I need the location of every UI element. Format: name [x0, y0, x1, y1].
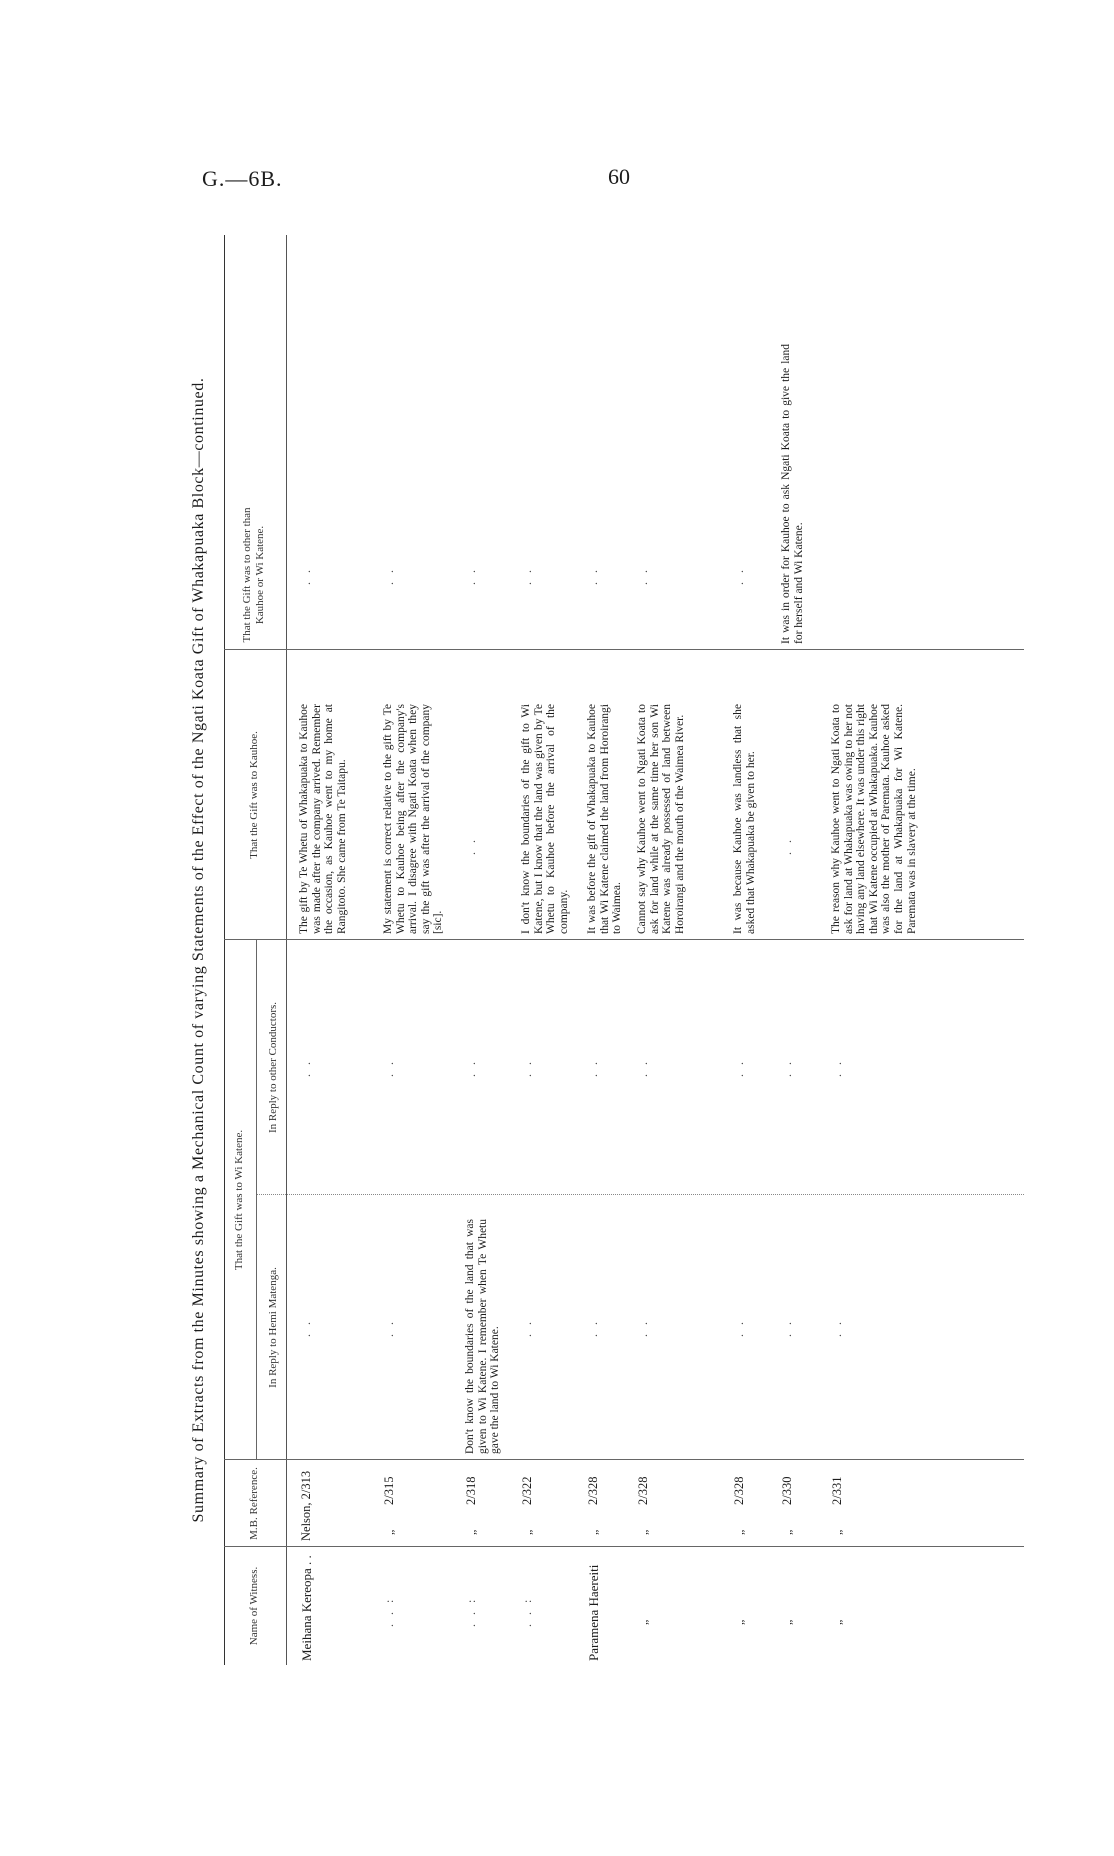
- dots-mark: . .: [464, 567, 478, 585]
- rotated-table-page: [190, 225, 1050, 1675]
- header-rule: [286, 235, 287, 1665]
- other-than-statement: It was in order for Kauhoe to ask Ngati Koata to give the land for herself and Wi Katene.: [780, 344, 805, 644]
- header-reply-hemi-matenga: In Reply to Hemi Matenga.: [267, 1267, 279, 1388]
- table-top-rule: [224, 235, 225, 1665]
- mb-reference: Nelson, 2/313: [299, 1470, 313, 1541]
- mb-reference: 2/328: [636, 1476, 650, 1505]
- dots-mark: . .: [732, 1319, 746, 1337]
- kauhoe-statement: I don't know the boundaries of the gift to Wi Katene, but I know that the land was given by Te Whetu to Kauhoe before the arrival of the company.: [520, 704, 570, 934]
- witness-name: Paramena Haereiti: [586, 1564, 601, 1661]
- dots-mark: . .: [780, 837, 794, 855]
- ditto-mark: „: [780, 1619, 794, 1625]
- header-wi-katene-group: That the Gift was to Wi Katene.: [233, 1129, 245, 1271]
- dots-mark: . .: [299, 1059, 313, 1077]
- dots-mark: . .: [520, 1319, 534, 1337]
- ditto-mark: „: [464, 1529, 478, 1535]
- document-code: G.—6B.: [202, 166, 283, 191]
- dots-mark: . .: [586, 1059, 600, 1077]
- kauhoe-statement: The reason why Kauhoe went to Ngati Koata to ask for land at Whakapuaka was owing to her not having any land elsewhere. It was under this right that Wi Katene occupied at Whakapuaka. Kauhoe was also the mother of Paremata. Kauhoe asked for the land at Whakapuaka for Wi Katene. Paremata was in slavery at the time.: [830, 704, 918, 934]
- ditto-mark: „: [732, 1619, 746, 1625]
- dots-mark: . .: [382, 567, 396, 585]
- mb-reference: 2/328: [586, 1476, 600, 1505]
- dots-mark: . . :: [520, 1596, 534, 1627]
- page-number: 60: [608, 164, 630, 189]
- dots-mark: . .: [780, 1059, 794, 1077]
- ditto-mark: „: [520, 1529, 534, 1535]
- ditto-mark: „: [586, 1529, 600, 1535]
- dots-mark: . .: [464, 1059, 478, 1077]
- kauhoe-statement: It was before the gift of Whakapuaka to Kauhoe that Wi Katene claimed the land from Horoirangi to Waimea.: [586, 704, 624, 934]
- kauhoe-statement: The gift by Te Whetu of Whakapuaka to Kauhoe was made after the company arrived. Remember the occasion, as Kauhoe went to my home at Rangitoto. She came from Te Taitapu.: [298, 704, 348, 934]
- mb-reference: 2/315: [382, 1476, 396, 1505]
- dots-mark: . .: [830, 1319, 844, 1337]
- mb-reference: 2/322: [520, 1476, 534, 1505]
- ditto-mark: „: [830, 1529, 844, 1535]
- mb-reference: 2/318: [464, 1476, 478, 1505]
- dots-mark: . .: [586, 1319, 600, 1337]
- summary-table: [224, 235, 1024, 1665]
- ditto-mark: „: [636, 1529, 650, 1535]
- table-title: Summary of Extracts from the Minutes showing a Mechanical Count of varying Statements of the Effect of the Ngati Koata Gift of Whakapuaka Block—continued.: [190, 377, 207, 1523]
- dots-mark: . .: [382, 1319, 396, 1337]
- header-name-of-witness: Name of Witness.: [248, 1566, 260, 1646]
- column-divider: [224, 939, 1024, 940]
- ditto-mark: „: [780, 1529, 794, 1535]
- kauhoe-statement: Cannot say why Kauhoe went to Ngati Koata to ask for land while at the same time her son Wi Katene was already possessed of land between Horoirangi and the mouth of the Waimea River.: [636, 704, 686, 934]
- hemi-matenga-reply: Don't know the boundaries of the land that was given to Wi Katene. I remember when Te Whetu gave the land to Wi Katene.: [464, 1219, 502, 1454]
- dots-mark: . .: [299, 1319, 313, 1337]
- dots-mark: . .: [382, 1059, 396, 1077]
- dots-mark: . .: [732, 567, 746, 585]
- dots-mark: . .: [586, 567, 600, 585]
- ditto-mark: „: [830, 1619, 844, 1625]
- ditto-mark: „: [636, 1619, 650, 1625]
- dots-mark: . .: [732, 1059, 746, 1077]
- dots-mark: . .: [636, 567, 650, 585]
- header-gift-other-than: That the Gift was to other than Kauhoe or Wi Katene.: [241, 507, 266, 643]
- dots-mark: . .: [464, 837, 478, 855]
- column-divider: [224, 1546, 1024, 1547]
- witness-name: Meihana Kereopa . .: [299, 1555, 314, 1661]
- dots-mark: . . :: [382, 1596, 396, 1627]
- sub-column-divider: [256, 1194, 1024, 1195]
- dots-mark: . .: [830, 1059, 844, 1077]
- dots-mark: . .: [520, 1059, 534, 1077]
- dots-mark: . . :: [464, 1596, 478, 1627]
- kauhoe-statement: My statement is correct relative to the gift by Te Whetu to Kauhoe being after the company's arrival. I disagree with Ngati Koata when they say the gift was after the arrival of the company [sic].: [382, 704, 445, 934]
- column-divider: [224, 1459, 1024, 1460]
- header-mb-reference: M.B. Reference.: [248, 1467, 260, 1540]
- mb-reference: 2/330: [780, 1476, 794, 1505]
- dots-mark: . .: [636, 1319, 650, 1337]
- header-gift-to-kauhoe: That the Gift was to Kauhoe.: [248, 731, 260, 859]
- dots-mark: . .: [636, 1059, 650, 1077]
- column-divider: [224, 649, 1024, 650]
- header-reply-other-conductors: In Reply to other Conductors.: [267, 1001, 279, 1134]
- dots-mark: . .: [520, 567, 534, 585]
- group-header-rule: [256, 940, 257, 1460]
- dots-mark: . .: [299, 567, 313, 585]
- ditto-mark: „: [382, 1529, 396, 1535]
- ditto-mark: „: [732, 1529, 746, 1535]
- dots-mark: . .: [780, 1319, 794, 1337]
- kauhoe-statement: It was because Kauhoe was landless that she asked that Whakapuaka be given to her.: [732, 704, 757, 934]
- mb-reference: 2/328: [732, 1476, 746, 1505]
- mb-reference: 2/331: [830, 1476, 844, 1505]
